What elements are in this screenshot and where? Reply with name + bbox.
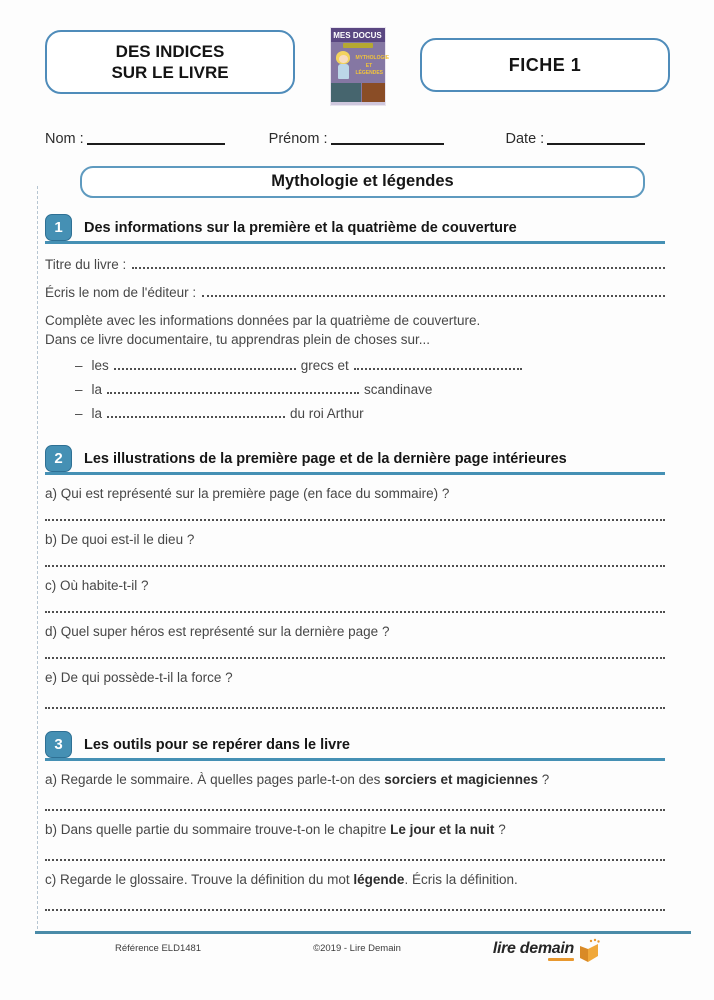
question-3c-bold: légende: [353, 872, 405, 888]
section-1-bullets: [75, 358, 665, 421]
question-3a: [45, 772, 665, 787]
bullet-dash: –: [75, 358, 83, 374]
character-body: [338, 64, 349, 79]
question-3b: [45, 822, 665, 837]
worksheet-title: Mythologie et légendes: [271, 172, 454, 190]
book-cover-title-line2: ET: [365, 62, 373, 69]
bullet-3-suffix: du roi Arthur: [290, 406, 364, 422]
date-write-line: [547, 141, 645, 145]
reference-label: Référence ELD1481: [115, 943, 202, 954]
header: [0, 0, 714, 105]
question-3a-pre: a) Regarde le sommaire. À quelles pages parle-t-on des: [45, 772, 385, 788]
editeur-label: Écris le nom de l'éditeur :: [45, 285, 197, 300]
bullet-2-suffix: scandinave: [364, 382, 433, 398]
footer: [0, 938, 714, 978]
character-face: [339, 55, 348, 63]
book-cover-footstrip: [331, 102, 385, 105]
publisher-logo: [493, 938, 602, 964]
prenom-write-line: [331, 141, 444, 145]
bullet-2-answer-line: [107, 392, 359, 394]
answer-line-2a: [45, 516, 665, 521]
answer-line-3b: [45, 856, 665, 861]
scan-fold-line: [37, 186, 38, 934]
question-3b-pre: b) Dans quelle partie du sommaire trouve-t-on le chapitre: [45, 822, 391, 838]
publisher-logo-text-wrap: [493, 938, 574, 958]
nom-label: Nom :: [45, 131, 84, 147]
section-2-title: Les illustrations de la première page et de la dernière page intérieures: [84, 451, 567, 468]
bullet-2-pre: la: [91, 382, 103, 398]
bullet-row-2: [75, 382, 665, 397]
book-cover-photo-left: [331, 83, 362, 102]
bullet-1-answer-line-1: [114, 368, 296, 370]
question-3b-post: ?: [494, 822, 506, 838]
titre-livre-row: [45, 257, 665, 272]
question-3c-post: . Écris la définition.: [404, 872, 518, 888]
bullet-3-pre: la: [91, 406, 103, 422]
answer-line-3c: [45, 906, 665, 911]
footer-rule: [35, 931, 691, 934]
section-3-title: Les outils pour se repérer dans le livre: [84, 737, 350, 754]
answer-line-2e: [45, 704, 665, 709]
question-2c: c) Où habite-t-il ?: [45, 578, 149, 594]
editeur-answer-line: [202, 295, 665, 297]
question-3a-post: ?: [538, 772, 550, 788]
editeur-row: [45, 285, 665, 300]
fiche-number-label: FICHE 1: [508, 54, 582, 75]
bullet-1-mid: grecs et: [300, 358, 349, 374]
book-cover-photos: [331, 83, 385, 102]
titre-livre-answer-line: [132, 267, 665, 269]
identity-row: [45, 131, 669, 147]
section-2-number-badge: 2: [45, 445, 72, 472]
header-title-line2: SUR LE LIVRE: [111, 63, 229, 82]
section-1-title: Des informations sur la première et la quatrième de couverture: [84, 220, 517, 236]
intro-line2: Dans ce livre documentaire, tu apprendras plein de choses sur...: [45, 331, 430, 347]
book-cover-title: [355, 55, 390, 78]
open-book-icon: [576, 938, 602, 964]
nom-write-line: [87, 141, 225, 145]
question-3b-bold: Le jour et la nuit: [390, 822, 495, 838]
section-1: [45, 214, 665, 421]
book-cover-photo-right: [362, 83, 384, 102]
copyright-label: ©2019 - Lire Demain: [313, 943, 401, 954]
bullet-3-answer-line: [107, 416, 285, 418]
answer-line-3a: [45, 806, 665, 811]
header-title-box: [45, 30, 295, 94]
header-title-line1: DES INDICES: [115, 41, 225, 61]
section-3-number-badge: 3: [45, 731, 72, 758]
titre-livre-label: Titre du livre :: [45, 257, 127, 272]
prenom-label: Prénom :: [268, 131, 328, 147]
book-cover-title-line3: LÉGENDES: [355, 70, 384, 76]
bullet-dash: –: [75, 406, 83, 422]
section-3-header: [45, 731, 665, 761]
answer-line-2b: [45, 562, 665, 567]
bullet-1-answer-line-2: [354, 368, 522, 370]
book-cover-thumbnail: [331, 28, 390, 105]
question-3a-bold: sorciers et magiciennes: [384, 772, 539, 788]
section-3: [45, 731, 665, 911]
intro-line1: Complète avec les informations données par la quatrième de couverture.: [45, 313, 481, 328]
section-2: [45, 445, 665, 709]
section-1-header: [45, 214, 665, 244]
publisher-logo-text: lire demain: [492, 940, 574, 957]
book-cover-illustration: [331, 48, 390, 83]
section-1-number-badge: 1: [45, 214, 72, 241]
book-cover-title-line1: MYTHOLOGIE: [355, 55, 390, 61]
question-2a: a) Qui est représenté sur la première page (en face du sommaire) ?: [45, 486, 450, 502]
question-3c: [45, 872, 665, 887]
section-1-intro: [45, 312, 665, 349]
question-2e: e) De qui possède-t-il la force ?: [45, 670, 233, 686]
date-label: Date :: [505, 131, 545, 147]
answer-line-2c: [45, 608, 665, 613]
bullet-dash: –: [75, 382, 83, 398]
publisher-logo-tagline: [548, 958, 574, 961]
question-2d: d) Quel super héros est représenté sur la dernière page ?: [45, 624, 390, 640]
fiche-number-box: [420, 38, 670, 92]
question-2b: b) De quoi est-il le dieu ?: [45, 532, 195, 548]
bullet-row-1: [75, 358, 665, 373]
book-cover-brand: MES DOCUS: [331, 28, 385, 42]
section-2-header: [45, 445, 665, 475]
worksheet-title-banner: [80, 166, 645, 198]
bullet-1-pre: les: [91, 358, 109, 374]
answer-line-2d: [45, 654, 665, 659]
bullet-row-3: [75, 406, 665, 421]
question-3c-pre: c) Regarde le glossaire. Trouve la définition du mot: [45, 872, 354, 888]
